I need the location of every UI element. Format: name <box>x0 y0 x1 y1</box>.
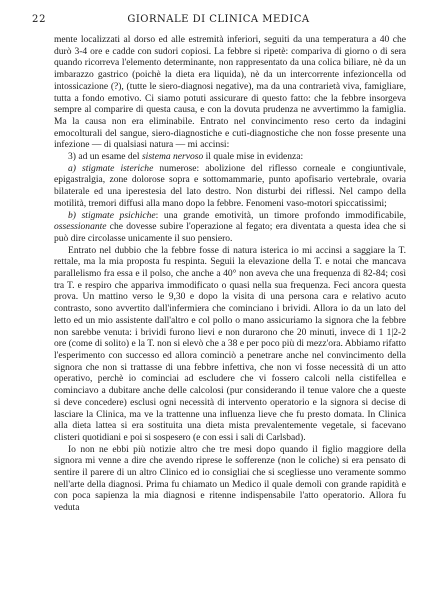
paragraph-experiment: Entrato nel dubbio che la febbre fosse di natura isterica io mi accinsi a saggiare la T. rettale, ma la mia proposta fu respinta. Seguii la elevazione della T. e notai che mancava parallelismo fra essa e il polso, che anche a 40° non aveva che una frequenza di 82-84; così tra T. e respiro che appariva immodificato o quasi nella sua frequenza. Feci ancora questa prova. Un mattino verso le 9,30 e dopo la visita di una persona cara e relativo acuto contrasto, sono avvertito dall'infermiera che cominciano i brividi. Allora io da un lato del letto ed un mio assistente dall'altro e col pollo o mano assicuriamo la signora che la febbre non sarebbe venuta: i brividi furono lievi e non durarono che 20 minuti, invece di 1 1|2-2 ore (come di solito) e la T. non si elevò che a 38 e per poco più di mezz'ora. Abbiamo rifatto l'esperimento con successo ed allora cominciò a penetrare anche nel convincimento della signora che non si trattasse di una febbre infettiva, che non vi fosse necessità di un atto operativo, perchè io cominciai ad escludere che vi fossero calcoli nella cistifellea e cominciavo a dubitare anche delle calcolosi (pur considerando il tenue valore che a queste si deve concedere) esclusi ogni necessità di intervento operatorio e la signora si decise di lasciare la Clinica, ma ve la trattenne una influenza lieve che fu presto domata. In Clinica alla dieta lattea si era sostituita una dieta mista prevalentemente vegetale, si facevano clisteri quotidiani e poi si sospesero (e con essi i sali di Carlsbad). <box>54 244 406 443</box>
nervous-exam-lead: 3) ad un esame del <box>68 151 142 163</box>
obsessive-term: ossessionante <box>54 221 107 233</box>
hysteric-stigmata-term: a) stigmate isteriche <box>68 162 154 174</box>
paragraph-fever-description: mente localizzati al dorso ed alle estremità inferiori, seguiti da una temperatura a 40 che durò 3-4 ore e cadde con sudori copiosi. La febbre si ripetè: compariva di giorno o di sera quando ricorreva l'elemento determinante, non rappresentato da una colica biliare, nè da un imbarazzo gastrico (poichè la dieta era liquida), nè da un intercorrente infezioncella od intossicazione (?), (tutte le siero-diagnosi negative), ma da una contrarietà viva, famigliare, tutta a fondo emotivo. Ci siamo potuti assicurare di questo fatto: che la febbre insorgeva sempre al comparire di questa causa, e con la dovuta prudenza ne avvertimmo la famiglia. Ma la causa non era eliminabile. Entrato nel convincimento reso certo da indagini emocolturali del sangue, siero-diagnostiche e cuti-diagnostiche che non fosse presente una infezione — di qualsiasi natura — mi accinsi: <box>54 34 406 151</box>
running-header <box>28 14 409 28</box>
paragraph-followup: Io non ne ebbi più notizie altro che tre mesi dopo quando il figlio maggiore della signora mi venne a dire che avendo riprese le sofferenze (non le coliche) si era pensato di sentire il parere di un altro Clinico ed io consigliai che si scegliesse uno veramente sommo nell'arte della diagnosi. Prima fu chiamato un Medico il quale demolì con grande rapidità e con poca sapienza la mia diagnosi e ritenne indispensabile l'atto operatorio. Allora fu veduta <box>54 443 406 514</box>
paragraph-nervous-exam <box>54 151 406 163</box>
page-number: 22 <box>32 14 47 25</box>
hysteric-stigmata-text: numerose: abolizione del riflesso corneale e congiuntivale, epigastralgia, zone dolorose sopra e sottomammarie, punto apofisario vertebrale, ovaria bilaterale ed una iperestesia del lato destro. Non disturbi dei riflessi. Nel campo della motilità, tremori diffusi alla mano dopo la febbre. Fenomeni vaso-motori spiccatissimi; <box>54 162 406 209</box>
paragraph-hysteric-stigmata <box>54 163 406 210</box>
nervous-system-term: sistema nervoso <box>141 151 204 163</box>
psychic-stigmata-term: b) stigmate psichiche <box>68 209 156 221</box>
nervous-exam-tail: il quale mise in evidenza: <box>203 151 304 163</box>
psychic-stigmata-tail: che dovesse subire l'operazione al fegato; era diventata a questa idea che si può dire circolasse unicamente il suo pensiero. <box>54 221 406 244</box>
article-body <box>54 34 406 514</box>
psychic-stigmata-lead: : una grande emotività, un timore profondo immodificabile, <box>155 209 406 221</box>
paragraph-psychic-stigmata <box>54 210 406 245</box>
journal-title: GIORNALE DI CLINICA MEDICA <box>127 14 310 25</box>
